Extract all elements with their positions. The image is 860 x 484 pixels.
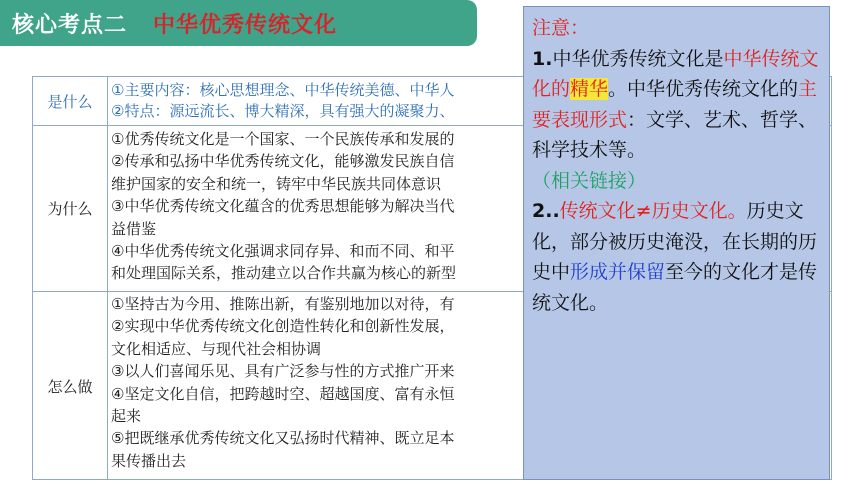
note-text: 中华优秀传统文化是 xyxy=(552,47,724,70)
related-link[interactable]: （相关链接） xyxy=(532,169,647,192)
note-text: 至今的文化才是传统文化。 xyxy=(532,261,818,314)
table-line: 维护国家的安全和统一，铸牢中华民族共同体意识 xyxy=(111,174,442,193)
table-line: ②实现中华优秀传统文化创造性转化和创新性发展， xyxy=(111,317,455,336)
table-line: ①优秀传统文化是一个国家、一个民族传承和发展的 xyxy=(111,130,455,148)
table-line: ①坚持古为今用、推陈出新，有鉴别地加以对待，有 xyxy=(111,295,455,313)
table-line: ③中华优秀传统文化蕴含的优秀思想能够为解决当代 xyxy=(111,197,455,216)
section-title: 核心考点二 xyxy=(12,12,128,38)
table-line: 文化相适应、与现代社会相协调 xyxy=(111,339,322,358)
note-text: 历史文化，部分被历史淹没，在长期的历史中 xyxy=(532,200,818,283)
row-label-why: 为什么 xyxy=(33,125,108,291)
table-line: ①主要内容：核心思想理念、中华传统美德、中华人 xyxy=(111,81,455,99)
table-line: ②传承和弘扬中华优秀传统文化，能够激发民族自信 xyxy=(111,152,455,171)
note-emphasis-blue: 形成并保留 xyxy=(570,261,666,283)
note-paragraph-2 xyxy=(532,196,821,318)
table-line: ②特点：源远流长、博大精深，具有强大的凝聚力、 xyxy=(111,102,455,120)
row-label-how: 怎么做 xyxy=(33,291,108,480)
note-number-1: 1. xyxy=(532,47,553,70)
note-emphasis: 主要表现形式 xyxy=(532,78,818,131)
topic-title: 中华优秀传统文化 xyxy=(153,12,338,38)
table-line: 果传播出去 xyxy=(111,451,187,470)
note-emphasis: 传统文化≠历史文化 xyxy=(559,200,728,222)
note-emphasis: 中华传统文化的 xyxy=(532,47,819,100)
note-title: 注意： xyxy=(532,17,590,39)
note-text: 。 xyxy=(727,200,747,222)
table-line: 起来 xyxy=(111,407,142,426)
note-paragraph-1 xyxy=(532,44,821,166)
note-highlight: 精华 xyxy=(570,78,609,100)
table-line: ⑤把既继承优秀传统文化又弘扬时代精神、既立足本 xyxy=(111,429,455,448)
table-line: ③以人们喜闻乐见、具有广泛参与性的方式推广开来 xyxy=(111,362,455,381)
note-text: ：文学、艺术、哲学、科学技术等。 xyxy=(532,108,818,161)
row-label-what: 是什么 xyxy=(33,77,108,125)
note-number-2: 2.. xyxy=(532,200,560,222)
table-line: ④中华优秀传统文化强调求同存异、和而不同、和平 xyxy=(111,242,455,261)
note-box xyxy=(523,6,830,480)
title-bar xyxy=(0,0,477,46)
note-text: 。中华优秀传统文化的 xyxy=(608,78,799,100)
table-line: 和处理国际关系，推动建立以合作共赢为核心的新型 xyxy=(111,264,457,283)
table-line: 益借鉴 xyxy=(111,219,157,238)
table-line: ④坚定文化自信，把跨越时空、超越国度、富有永恒 xyxy=(111,384,455,403)
